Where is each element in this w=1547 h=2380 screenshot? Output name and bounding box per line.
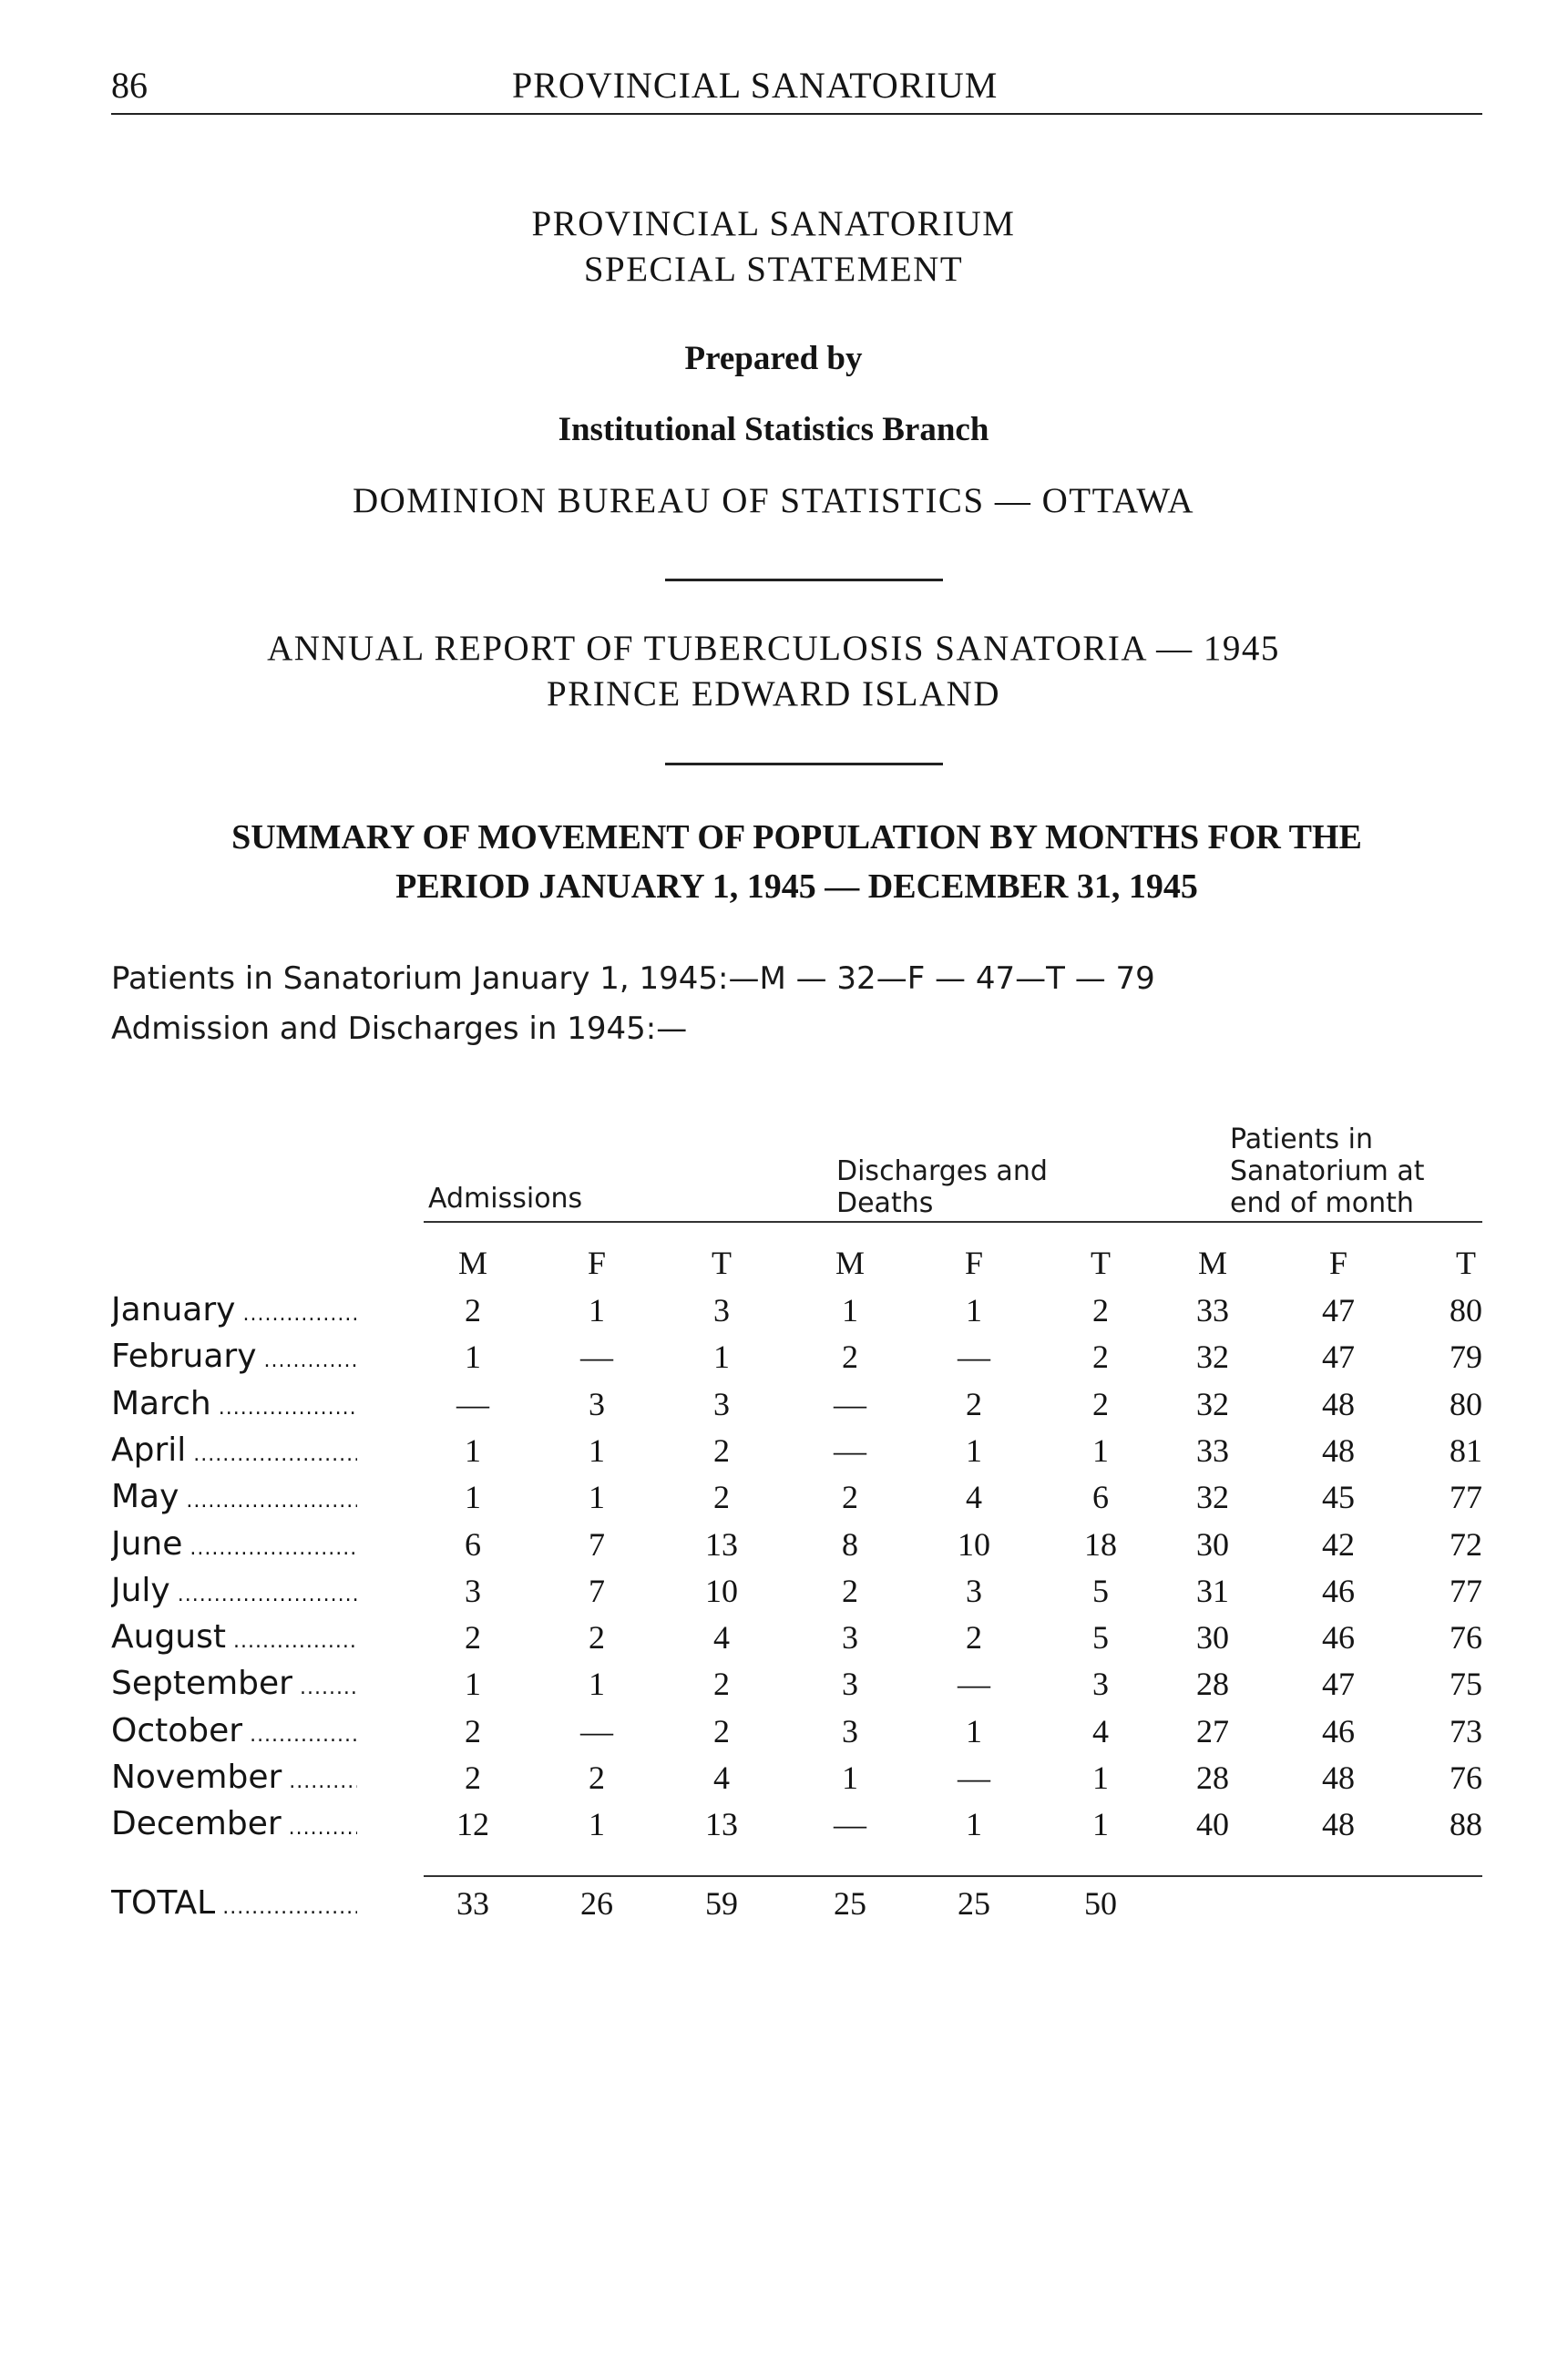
cell-dis-f: — [958, 1339, 990, 1375]
cell-dis-m: 2 [842, 1339, 858, 1375]
month-label: May ..... [111, 1478, 357, 1515]
month-label: October ..... [111, 1712, 357, 1749]
subheader-pat-t: T [1456, 1245, 1476, 1281]
table-row [0, 1618, 1547, 1665]
cell-adm-m: — [456, 1386, 489, 1422]
cell-pat-f: 48 [1322, 1386, 1355, 1422]
total-adm-m: 33 [456, 1885, 489, 1922]
discharges-header [836, 1155, 1048, 1219]
cell-adm-t: 13 [705, 1806, 738, 1842]
month-label: January ..... [111, 1291, 357, 1328]
cell-adm-f: 2 [589, 1619, 605, 1656]
cell-pat-t: 80 [1450, 1386, 1482, 1422]
page-number: 86 [111, 65, 148, 106]
cell-dis-m: 3 [842, 1713, 858, 1749]
cell-adm-t: 2 [713, 1479, 730, 1515]
patients-label-line-1: Patients in [1230, 1123, 1373, 1155]
month-label: June ..... [111, 1525, 357, 1563]
total-adm-t: 59 [705, 1885, 738, 1922]
month-label: December ..... [111, 1805, 357, 1842]
cell-dis-f: — [958, 1759, 990, 1796]
table-row [0, 1759, 1547, 1805]
table-row [0, 1712, 1547, 1759]
cell-adm-m: 3 [465, 1573, 481, 1609]
cell-dis-m: — [834, 1806, 866, 1842]
cell-dis-t: 3 [1092, 1666, 1109, 1702]
cell-dis-f: — [958, 1666, 990, 1702]
running-head [111, 58, 1482, 115]
cell-adm-t: 2 [713, 1713, 730, 1749]
cell-dis-f: 2 [966, 1386, 982, 1422]
cell-adm-m: 12 [456, 1806, 489, 1842]
cell-pat-t: 76 [1450, 1759, 1482, 1796]
cell-pat-m: 28 [1196, 1666, 1229, 1702]
cell-dis-m: — [834, 1386, 866, 1422]
cell-pat-t: 72 [1450, 1526, 1482, 1563]
subheader-adm-f: F [587, 1245, 607, 1281]
total-adm-f: 26 [580, 1885, 613, 1922]
title-line-1: PROVINCIAL SANATORIUM [531, 204, 1016, 243]
table-row [0, 1665, 1547, 1711]
total-label: TOTAL ..... [111, 1884, 357, 1922]
cell-dis-m: 2 [842, 1479, 858, 1515]
discharges-label-line-2: Deaths [836, 1187, 934, 1219]
month-label: November ..... [111, 1759, 357, 1796]
cell-dis-t: 5 [1092, 1573, 1109, 1609]
table-row [0, 1805, 1547, 1852]
cell-dis-f: 3 [966, 1573, 982, 1609]
cell-adm-t: 4 [713, 1759, 730, 1796]
bureau-line: DOMINION BUREAU OF STATISTICS — OTTAWA [352, 481, 1195, 520]
table-row [0, 1338, 1547, 1384]
cell-pat-m: 33 [1196, 1432, 1229, 1469]
cell-adm-f: 1 [589, 1292, 605, 1328]
cell-adm-f: 2 [589, 1759, 605, 1796]
cell-adm-t: 13 [705, 1526, 738, 1563]
divider-rule [665, 579, 943, 581]
cell-adm-m: 1 [465, 1666, 481, 1702]
cell-pat-m: 32 [1196, 1386, 1229, 1422]
cell-adm-f: 1 [589, 1666, 605, 1702]
cell-pat-m: 31 [1196, 1573, 1229, 1609]
cell-dis-m: 1 [842, 1292, 858, 1328]
cell-pat-m: 33 [1196, 1292, 1229, 1328]
cell-pat-m: 30 [1196, 1619, 1229, 1656]
cell-dis-t: 2 [1092, 1339, 1109, 1375]
cell-dis-t: 4 [1092, 1713, 1109, 1749]
cell-pat-f: 48 [1322, 1432, 1355, 1469]
month-label: August ..... [111, 1618, 357, 1656]
cell-dis-f: 10 [958, 1526, 990, 1563]
cell-dis-t: 1 [1092, 1432, 1109, 1469]
cell-adm-t: 3 [713, 1386, 730, 1422]
statistics-branch: Institutional Statistics Branch [558, 411, 989, 448]
cell-pat-f: 45 [1322, 1479, 1355, 1515]
prepared-by: Prepared by [684, 340, 863, 377]
cell-adm-t: 1 [713, 1339, 730, 1375]
cell-pat-m: 32 [1196, 1339, 1229, 1375]
cell-adm-f: 3 [589, 1386, 605, 1422]
cell-pat-m: 28 [1196, 1759, 1229, 1796]
total-dis-f: 25 [958, 1885, 990, 1922]
divider-rule [665, 763, 943, 765]
subheader-dis-m: M [835, 1245, 865, 1281]
cell-adm-f: 1 [589, 1432, 605, 1469]
cell-adm-t: 4 [713, 1619, 730, 1656]
cell-adm-f: 7 [589, 1526, 605, 1563]
cell-pat-m: 30 [1196, 1526, 1229, 1563]
summary-line-2: PERIOD JANUARY 1, 1945 — DECEMBER 31, 1945 [395, 867, 1198, 906]
cell-dis-t: 2 [1092, 1386, 1109, 1422]
cell-pat-f: 46 [1322, 1619, 1355, 1656]
cell-dis-t: 6 [1092, 1479, 1109, 1515]
cell-pat-m: 40 [1196, 1806, 1229, 1842]
cell-dis-m: 2 [842, 1573, 858, 1609]
cell-adm-f: 1 [589, 1806, 605, 1842]
summary-line-1: SUMMARY OF MOVEMENT OF POPULATION BY MONTHS FOR THE [231, 818, 1362, 857]
cell-pat-t: 79 [1450, 1339, 1482, 1375]
month-label: February ..... [111, 1338, 357, 1375]
cell-dis-f: 1 [966, 1806, 982, 1842]
cell-adm-f: — [580, 1713, 613, 1749]
table-row [0, 1478, 1547, 1524]
cell-dis-t: 1 [1092, 1806, 1109, 1842]
subheader-adm-t: T [712, 1245, 732, 1281]
cell-adm-f: — [580, 1339, 613, 1375]
title-line-2: SPECIAL STATEMENT [583, 250, 964, 289]
month-label: July ..... [111, 1572, 357, 1609]
admissions-label: Admissions [428, 1183, 583, 1215]
table-row [0, 1572, 1547, 1618]
cell-adm-f: 7 [589, 1573, 605, 1609]
admissions-header [428, 1183, 582, 1215]
cell-dis-t: 18 [1084, 1526, 1117, 1563]
discharges-label-line-1: Discharges and [836, 1155, 1048, 1187]
header-rule [424, 1221, 1482, 1223]
cell-adm-m: 2 [465, 1292, 481, 1328]
cell-pat-t: 77 [1450, 1573, 1482, 1609]
cell-pat-t: 88 [1450, 1806, 1482, 1842]
cell-pat-t: 76 [1450, 1619, 1482, 1656]
cell-adm-f: 1 [589, 1479, 605, 1515]
subheader-dis-f: F [964, 1245, 984, 1281]
cell-dis-m: — [834, 1432, 866, 1469]
report-title: ANNUAL REPORT OF TUBERCULOSIS SANATORIA — 1945 [267, 629, 1280, 668]
subheader-pat-f: F [1328, 1245, 1348, 1281]
cell-adm-m: 2 [465, 1713, 481, 1749]
cell-adm-t: 10 [705, 1573, 738, 1609]
cell-dis-m: 8 [842, 1526, 858, 1563]
running-title: PROVINCIAL SANATORIUM [512, 65, 999, 106]
cell-dis-t: 1 [1092, 1759, 1109, 1796]
cell-pat-f: 47 [1322, 1666, 1355, 1702]
cell-pat-m: 32 [1196, 1479, 1229, 1515]
cell-pat-t: 81 [1450, 1432, 1482, 1469]
total-row [0, 1884, 1547, 1931]
cell-dis-m: 3 [842, 1619, 858, 1656]
cell-pat-f: 46 [1322, 1713, 1355, 1749]
subheader-dis-t: T [1091, 1245, 1111, 1281]
cell-dis-f: 1 [966, 1432, 982, 1469]
cell-dis-m: 1 [842, 1759, 858, 1796]
cell-pat-t: 80 [1450, 1292, 1482, 1328]
cell-pat-f: 47 [1322, 1339, 1355, 1375]
cell-pat-f: 47 [1322, 1292, 1355, 1328]
month-label: April ..... [111, 1431, 357, 1469]
cell-adm-t: 2 [713, 1666, 730, 1702]
cell-dis-f: 4 [966, 1479, 982, 1515]
table-row [0, 1525, 1547, 1572]
cell-adm-m: 6 [465, 1526, 481, 1563]
subheader-pat-m: M [1197, 1245, 1227, 1281]
table-row [0, 1291, 1547, 1338]
cell-pat-f: 48 [1322, 1806, 1355, 1842]
cell-adm-m: 1 [465, 1479, 481, 1515]
cell-adm-m: 2 [465, 1759, 481, 1796]
patients-header [1230, 1123, 1425, 1219]
cell-pat-f: 46 [1322, 1573, 1355, 1609]
cell-dis-t: 5 [1092, 1619, 1109, 1656]
cell-dis-t: 2 [1092, 1292, 1109, 1328]
cell-adm-m: 1 [465, 1339, 481, 1375]
patients-label-line-3: end of month [1230, 1187, 1414, 1219]
cell-pat-t: 73 [1450, 1713, 1482, 1749]
cell-pat-t: 75 [1450, 1666, 1482, 1702]
total-rule [424, 1875, 1482, 1877]
table-row [0, 1431, 1547, 1478]
intro-line-2: Admission and Discharges in 1945:— [111, 1010, 688, 1047]
subheader-adm-m: M [457, 1245, 487, 1281]
cell-adm-t: 2 [713, 1432, 730, 1469]
cell-pat-m: 27 [1196, 1713, 1229, 1749]
cell-pat-f: 48 [1322, 1759, 1355, 1796]
cell-dis-f: 1 [966, 1713, 982, 1749]
patients-label-line-2: Sanatorium at [1230, 1155, 1425, 1187]
table-row [0, 1385, 1547, 1431]
cell-dis-m: 3 [842, 1666, 858, 1702]
intro-line-1: Patients in Sanatorium January 1, 1945:—M — 32—F — 47—T — 79 [111, 960, 1155, 997]
cell-pat-t: 77 [1450, 1479, 1482, 1515]
cell-adm-m: 1 [465, 1432, 481, 1469]
month-label: March ..... [111, 1385, 357, 1422]
cell-dis-f: 1 [966, 1292, 982, 1328]
cell-adm-t: 3 [713, 1292, 730, 1328]
total-dis-m: 25 [834, 1885, 866, 1922]
subheader-row [0, 1244, 1547, 1290]
month-label: September ..... [111, 1665, 357, 1702]
cell-adm-m: 2 [465, 1619, 481, 1656]
province-title: PRINCE EDWARD ISLAND [547, 674, 1000, 713]
total-dis-t: 50 [1084, 1885, 1117, 1922]
cell-pat-f: 42 [1322, 1526, 1355, 1563]
cell-dis-f: 2 [966, 1619, 982, 1656]
